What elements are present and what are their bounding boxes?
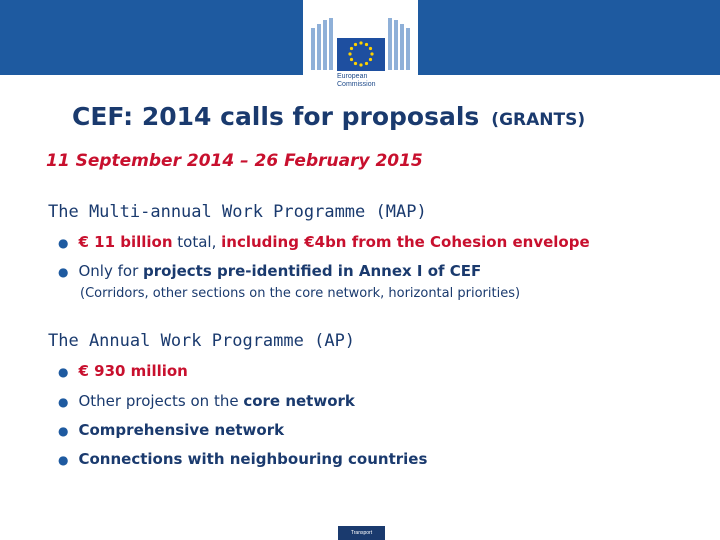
bullet-dot-icon: ● xyxy=(58,453,69,467)
ap-bullet-3 xyxy=(58,421,284,439)
map-bullet-2 xyxy=(58,262,481,280)
map-bullet-1 xyxy=(58,233,590,251)
map-bullet-2-tail: projects pre-identified in Annex I of CEF xyxy=(143,262,482,280)
ap-bullet-2-lead: Other projects on the xyxy=(78,392,244,410)
european-commission-logo xyxy=(303,0,418,100)
slide-title: CEF: 2014 calls for proposals xyxy=(72,102,480,131)
map-note: (Corridors, other sections on the core network, horizontal priorities) xyxy=(80,286,521,301)
footer-transport-label: Transport xyxy=(338,526,385,540)
bullet-dot-icon: ● xyxy=(58,365,69,379)
logo-wordmark xyxy=(337,73,417,89)
bullet-dot-icon: ● xyxy=(58,424,69,438)
ap-bullet-4-text: Connections with neighbouring countries xyxy=(78,450,428,468)
logo-text-line1: European xyxy=(337,73,368,80)
ap-bullet-3-text: Comprehensive network xyxy=(78,421,285,439)
logo-text-line2: Commission xyxy=(337,81,376,88)
map-bullet-1-lead: € 11 billion xyxy=(78,233,173,251)
bullet-dot-icon: ● xyxy=(58,236,69,250)
ap-bullet-2 xyxy=(58,392,355,410)
slide-title-row xyxy=(72,102,585,131)
map-bullet-2-lead: Only for xyxy=(78,262,144,280)
map-bullet-1-mid: total, xyxy=(172,233,222,251)
ap-bullet-4 xyxy=(58,450,427,468)
ap-bullet-1 xyxy=(58,362,188,380)
map-heading: The Multi-annual Work Programme (MAP) xyxy=(48,202,427,222)
bullet-dot-icon: ● xyxy=(58,395,69,409)
slide-title-suffix: (GRANTS) xyxy=(491,110,586,130)
ap-bullet-1-text: € 930 million xyxy=(78,362,188,380)
map-bullet-1-tail: including €4bn from the Cohesion envelope xyxy=(221,233,590,251)
bullet-dot-icon: ● xyxy=(58,265,69,279)
ap-heading: The Annual Work Programme (AP) xyxy=(48,331,356,351)
ap-bullet-2-tail: core network xyxy=(243,392,355,410)
date-range: 11 September 2014 – 26 February 2015 xyxy=(46,151,423,171)
